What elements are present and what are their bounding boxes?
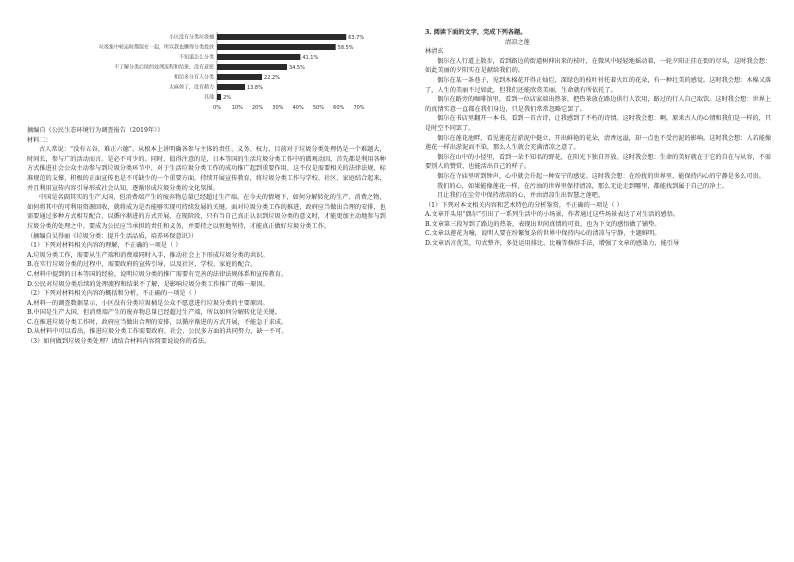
chart-category-label: 相信多分有人分类 [173, 74, 214, 81]
question-1-option-a: A.垃圾分类工作，需要从生产端和消费端同时入手，推动社会上下形成垃圾分类的共识。 [27, 251, 269, 259]
chart-x-tick: 20% [252, 105, 264, 111]
question-1-option-b: B.在实行垃圾分类的过程中，需要政府的宣传引导，以及社区、学校、家庭的配合。 [27, 261, 257, 269]
chart-bar [217, 54, 300, 60]
chart-value-label: 13.8% [246, 85, 263, 91]
right-question-1-stem: （1）下列对本文相关内容和艺术特色的分析鉴赏，不正确的一项是（ ） [425, 201, 623, 209]
question-2-option-a: A.材料一的调查数据显示，小区没有分类垃圾桶是公众不愿意进行垃圾分类的主要原因。 [27, 299, 269, 307]
chart-x-tick: 30% [272, 105, 284, 111]
chart-category-label: 其他 [203, 94, 214, 101]
material2-source: （摘编自吴得丽《垃圾分类：提升生活品质，培养环保意识》） [27, 232, 198, 240]
story-paragraph-6: 偶尔在山中的小径里，看到一朵不知名的野花，在阳光下独自开放。这时我会想：生命的美好就在于它的自在与从容，不需要别人的赞赏，也能活出自己的样子。 [425, 153, 772, 171]
chart-category-label: 太麻烦了，没有精力 [168, 84, 214, 91]
survey-bar-chart [67, 28, 367, 114]
story-paragraph-2: 偶尔在某一条巷子，见到木棉花开得正灿烂，深绿色的枝叶衬托着火红的花朵，有一种壮美的感觉。这时我会想：木棉又落了，人生的美丽不过如此，但我们还能欣赏美丽，生命就有所依托了。 [425, 76, 772, 94]
right-column [425, 28, 775, 249]
story-paragraph-4: 偶尔在书店里翻开一本书，看到一首古诗，让我感到了不朽的诗情。这时我会想：啊，原来古人的心情和我们是一样的，只是时空不同罢了。 [425, 115, 772, 132]
chart-caption: 摘编自《公民生态环境行为调查报告（2019年）》 [27, 127, 164, 134]
chart-x-tick: 40% [292, 105, 304, 111]
chart-category-label: 垃圾集中转运时都混在一起，所以我也懒得分类投放 [98, 44, 214, 51]
question-2-stem: （2）下列对材料相关内容的概括和分析，不正确的一项是（ ） [27, 290, 200, 298]
story-paragraph-8: 我们的心，如果能像莲花一样，在污浊的世界里保持清凉，那么无论走到哪里，都能找到属于自己的净土。 [437, 182, 728, 190]
chart-bar [217, 94, 221, 100]
story-title: 清凉之莲 [505, 38, 530, 46]
chart-bar [217, 34, 346, 40]
question-1-option-d: D.公民对垃圾分类后续的处理流程和结果不了解，是影响垃圾分类工作推广的唯一原因。 [27, 280, 269, 288]
chart-category-label: 不了解分类后续的处理流程和结果，没有意愿 [113, 64, 214, 71]
story-paragraph-1: 偶尔在人行道上散步，看到路边的街道树伸出来的枝叶，在微风中轻轻地摇动着，一轮夕阳正挂在街的尽头，这时我会想：如此美丽的夕阳实在是献给我们的。 [425, 57, 772, 75]
story-paragraph-5: 偶尔在莲花池畔，看见莲花在淤泥中挺立，开出鲜艳的花朵，清香远溢，却一点也不受污泥的影响。这时我会想：人若能像莲花一样出淤泥而不染，那么人生就会充满清凉之意了。 [425, 134, 772, 152]
chart-x-tick: 0% [213, 105, 221, 111]
material2-paragraph-2: 中国是名副其实的生产大国，但消费端产生的废弃物总量已经超过生产端。在今天的情境下，如何分解转化的生产、消费之物，如何将其中的可利用资源回收，就将成为是否能够实现可持续发展的关键。面对垃圾分类工作的推进，政府应当做出合理的安排，也需要通过多种方式相互配合，以循序渐进的方式开展，在现阶段，只有当自己真正认识到垃圾分类的意义时，才能更加主动地参与到垃圾分类的处理之中。要成为公民应当承担的责任和义务，并要持之以恒地坚持，才能真正做好垃圾分类工作。 [27, 194, 386, 230]
chart-category-label: 不知道怎么分类 [178, 54, 214, 61]
chart-x-tick: 10% [231, 105, 243, 111]
question-2-option-d: D.从材料中可以看出，推进垃圾分类工作需要政府、社会、公民多方面的共同努力，缺一不可。 [27, 328, 288, 336]
question-1-stem: （1）下列对材料相关内容的理解，不正确的一项是（ ） [27, 242, 182, 250]
question-2-option-c: C.在推进垃圾分类工作时，政府应当做出合理的安排，以循序渐进的方式开展，不能急于求成。 [27, 318, 288, 326]
left-column [27, 28, 387, 347]
material2-title: 材料二： [27, 136, 52, 144]
right-question-1-option-d: D.文章语言优美，句式整齐，多处运用排比、比喻等修辞手法，增强了文章的感染力，能引导 [425, 240, 680, 248]
chart-bar [217, 74, 262, 80]
chart-bar [217, 64, 287, 70]
question-2-option-b: B.中国是生产大国，但消费端产生的废弃物总量已经超过生产端，所以如何分解转化是关键。 [27, 309, 282, 317]
chart-category-label: 小区没有分类垃圾桶 [168, 34, 214, 41]
chart-svg [67, 28, 367, 114]
chart-x-tick: 50% [312, 105, 324, 111]
story-paragraph-7: 偶尔在寺庙里听到钟声，心中就会升起一种安宁的感觉。这时我会想：在纷扰的世界里，能保持内心的宁静是多么可贵。 [437, 172, 765, 180]
material2-paragraph-1: 古人常说：“没有五谷，难正六德”。从根本上讲明确各参与主体的责任、义务、权力，目前对于垃圾分类处理仍是一个难题大，时间长，参与广的活动而言。是必不可少的。同时，值得注意的是，日本等国的生活垃圾分类工作中的微观动因，首先都是利用各种方式推进社会公众主动参与到垃圾分类环节中，对于生活垃圾分类工作的成功推广起到重要作用，这不仅是需要相关的法律法规、标准规范的支撑，积极的正面宣传也是不可缺少的一个重要方面，持续开展宣传教育，将垃圾分类工作与学校、社区、家庭结合起来，并且利用宣传内容引导形成社会认知，逐渐形成垃圾分类的文化氛围。 [27, 146, 386, 192]
chart-value-label: 22.2% [264, 75, 280, 81]
chart-x-tick: 60% [333, 105, 345, 111]
question-3-stem: （3）如何做到垃圾分类处理？请结合材料内容简要说说你的看法。 [27, 338, 211, 346]
chart-value-label: 2% [223, 95, 231, 101]
right-question-1-option-c: C.文章以莲花为喻，说明人要在纷繁复杂的世界中保持内心的清凉与宁静，主题鲜明。 [425, 230, 661, 238]
story-paragraph-9: 且让我们在尘劳中保持清凉的心，并由清凉生出智慧之莲吧。 [437, 192, 605, 200]
chart-bar [217, 44, 336, 50]
story-paragraph-3: 偶尔在路旁的咖啡馆里，看到一位店家端出热茶，把热茶放在路边供行人饮用，路过的行人自己取饮。这时我会想：世界上的真情实意一直都在我们身边，只是我们常常忽略它罢了。 [425, 96, 772, 113]
right-question-1-option-a: A.文章开头用“偶尔”引出了一系列生活中的小场景，作者通过这些场景表达了对生活的感悟。 [425, 211, 680, 219]
right-question-1-option-b: B.文章第三段写到了路边的热茶，表现出世间真情的可贵，也为下文的感悟做了铺垫。 [425, 220, 661, 228]
chart-value-label: 58.5% [337, 45, 354, 51]
chart-bar [217, 84, 245, 90]
chart-value-label: 63.7% [348, 35, 365, 41]
chart-value-label: 34.5% [288, 65, 305, 71]
question-1-option-c: C.材料中提到的日本等国的经验，说明垃圾分类的推广需要有完善的法律法规体系和宣传教育。 [27, 270, 288, 278]
chart-value-label: 41.1% [302, 55, 319, 61]
chart-x-tick: 70% [353, 105, 365, 111]
story-author: 林清玄 [425, 48, 444, 56]
section-title: 3. 阅读下面的文字，完成下列各题。 [425, 29, 527, 36]
